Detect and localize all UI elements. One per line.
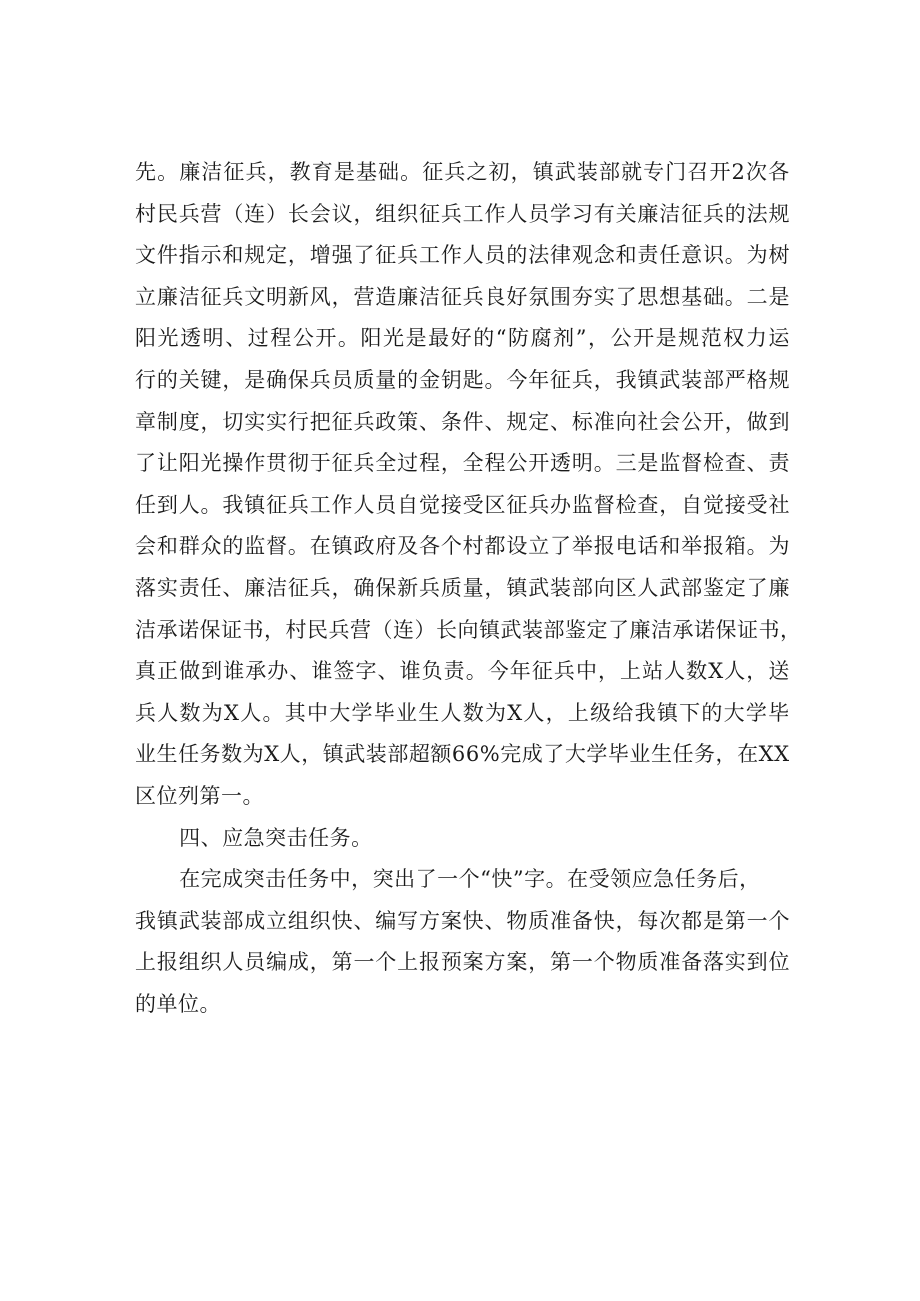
text-line: 阳 光 透 明 、 过 程 公 开 。 阳 光 是 最 好 的 “ 防 腐 剂 ” ， 公 开 是 规 范 权 力 运 — [135, 326, 790, 351]
paragraph-recruitment-integrity — [135, 152, 802, 818]
document-body — [135, 152, 802, 1025]
paragraph-emergency-response — [135, 859, 790, 1025]
text-line: 村 民 兵 营 （ 连 ） 长 会 议 ， 组 织 征 兵 工 作 人 员 学 习 有 关 廉 洁 征 兵 的 法 规 — [135, 201, 790, 226]
text-line: 文 件 指 示 和 规 定 ， 增 强 了 征 兵 工 作 人 员 的 法 律 观 念 和 责 任 意 识 。 为 树 — [135, 243, 790, 268]
text-line: 了 让 阳 光 操 作 贯 彻 于 征 兵 全 过 程 ， 全 程 公 开 透 明 。 三 是 监 督 检 查 、 责 — [135, 451, 790, 476]
text-line: 落 实 责 任 、 廉 洁 征 兵 ， 确 保 新 兵 质 量 ， 镇 武 装 部 向 区 人 武 部 鉴 定 了 廉 — [135, 575, 790, 600]
text-line: 先 。 廉 洁 征 兵 ， 教 育 是 基 础 。 征 兵 之 初 ， 镇 武 装 部 就 专 门 召 开 2 次 各 — [135, 160, 790, 184]
text-line: 在完成突击任务中，突出了一个“快”字。在受领应急任务后， — [179, 867, 761, 892]
text-line: 区位列第一。 — [135, 783, 264, 808]
section-heading-text: 四、应急突击任务。 — [179, 825, 373, 850]
text-line: 立 廉 洁 征 兵 文 明 新 风 ， 营 造 廉 洁 征 兵 良 好 氛 围 夯 实 了 思 想 基 础 。 二 是 — [135, 284, 790, 309]
text-line: 任 到 人 。 我 镇 征 兵 工 作 人 员 自 觉 接 受 区 征 兵 办 监 督 检 查 ， 自 觉 接 受 社 — [135, 492, 790, 517]
text-line: 业 生 任 务 数 为 X 人 ， 镇 武 装 部 超 额 6 6 % 完 成 了 大 学 毕 业 生 任 务 ， 在 X X — [135, 742, 790, 767]
text-line: 兵 人 数 为 X 人 。 其 中 大 学 毕 业 生 人 数 为 X 人 ， 上 级 给 我 镇 下 的 大 学 毕 — [135, 700, 790, 725]
text-line: 洁 承 诺 保 证 书 ， 村 民 兵 营 （ 连 ） 长 向 镇 武 装 部 鉴 定 了 廉 洁 承 诺 保 证 书 ， — [135, 617, 802, 642]
text-line: 上 报 组 织 人 员 编 成 ， 第 一 个 上 报 预 案 方 案 ， 第 一 个 物 质 准 备 落 实 到 位 — [135, 950, 790, 975]
section-heading-emergency-tasks — [135, 818, 790, 860]
text-line: 章 制 度 ， 切 实 实 行 把 征 兵 政 策 、 条 件 、 规 定 、 标 准 向 社 会 公 开 ， 做 到 — [135, 409, 790, 434]
text-line: 的单位。 — [135, 991, 221, 1016]
text-line: 会 和 群 众 的 监 督 。 在 镇 政 府 及 各 个 村 都 设 立 了 举 报 电 话 和 举 报 箱 。 为 — [135, 534, 790, 559]
text-line: 真 正 做 到 谁 承 办 、 谁 签 字 、 谁 负 责 。 今 年 征 兵 中 ， 上 站 人 数 X 人 ， 送 — [135, 659, 790, 684]
text-line: 我 镇 武 装 部 成 立 组 织 快 、 编 写 方 案 快 、 物 质 准 备 快 ， 每 次 都 是 第 一 个 — [135, 908, 790, 933]
text-line: 行 的 关 键 ， 是 确 保 兵 员 质 量 的 金 钥 匙 。 今 年 征 兵 ， 我 镇 武 装 部 严 格 规 — [135, 367, 790, 392]
